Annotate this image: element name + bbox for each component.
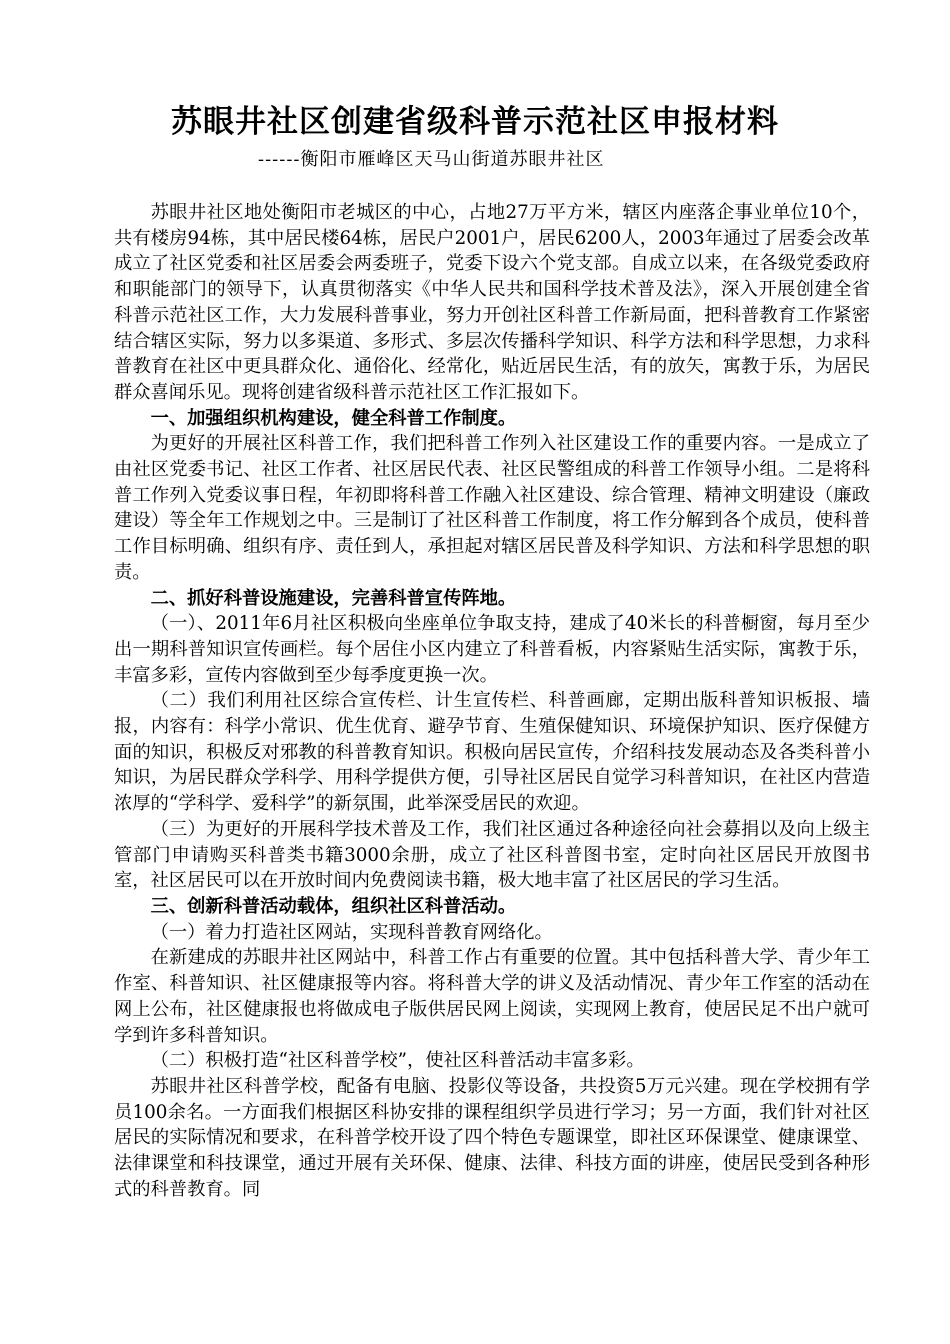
paragraph-section-2-item-3: （三）为更好的开展科学技术普及工作，我们社区通过各种途径向社会募捐以及向上级主管部门申请购买科普类书籍3000余册，成立了社区科普图书室，定时向社区居民开放图书室，社区居民可以在开放时间内免费阅读书籍，极大地丰富了社区居民的学习生活。 — [114, 818, 870, 892]
section-heading-3: 三、创新科普活动载体，组织社区科普活动。 — [150, 895, 517, 917]
document-subtitle: ------衡阳市雁峰区天马山街道苏眼井社区 — [258, 149, 605, 170]
paragraph-section-3-item-2-body: 苏眼井社区科普学校，配备有电脑、投影仪等设备，共投资5万元兴建。现在学校拥有学员100余名。一方面我们根据区科协安排的课程组织学员进行学习；另一方面，我们针对社区居民的实际情况和要求，在科普学校开设了四个特色专题课堂，即社区环保课堂、健康课堂、法律课堂和科技课堂，通过开展有关环保、健康、法律、科技方面的讲座，使居民受到各种形式的科普教育。同 — [114, 1075, 870, 1200]
paragraph-section-3-item-2-title: （二）积极打造“社区科普学校”，使社区科普活动丰富多彩。 — [150, 1050, 645, 1072]
document-title: 苏眼井社区创建省级科普示范社区申报材料 — [171, 104, 779, 140]
paragraph-section-3-item-1-title: （一）着力打造社区网站，实现科普教育网络化。 — [150, 921, 553, 943]
section-heading-2: 二、抓好科普设施建设，完善科普宣传阵地。 — [150, 587, 517, 609]
paragraph-section-3-item-1-body: 在新建成的苏眼井社区网站中，科普工作占有重要的位置。其中包括科普大学、青少年工作室、科普知识、社区健康报等内容。将科普大学的讲义及活动情况、青少年工作室的活动在网上公布，社区健康报也将做成电子版供居民网上阅读，实现网上教育，使居民足不出户就可学到许多科普知识。 — [114, 947, 870, 1046]
paragraph-intro: 苏眼井社区地处衡阳市老城区的中心，占地27万平方米，辖区内座落企事业单位10个，共有楼房94栋，其中居民楼64栋，居民户2001户，居民6200人，2003年通过了居委会改革成立了社区党委和社区居委会两委班子，党委下设六个党支部。自成立以来，在各级党委政府和职能部门的领导下，认真贯彻落实《中华人民共和国科学技术普及法》，深入开展创建全省科普示范社区工作，大力发展科普事业，努力开创社区科普工作新局面，把科普教育工作紧密结合辖区实际，努力以多渠道、多形式、多层次传播科学知识、科学方法和科学思想，力求科普教育在社区中更具群众化、通俗化、经常化，贴近居民生活，有的放矢，寓教于乐，为居民群众喜闻乐见。现将创建省级科普示范社区工作汇报如下。 — [114, 202, 870, 403]
paragraph-section-2-item-2: （二）我们利用社区综合宣传栏、计生宣传栏、科普画廊，定期出版科普知识板报、墙报，内容有：科学小常识、优生优育、避孕节育、生殖保健知识、环境保护知识、医疗保健方面的知识，积极反对邪教的科普教育知识。积极向居民宣传，介绍科技发展动态及各类科普小知识，为居民群众学科学、用科学提供方便，引导社区居民自觉学习科普知识，在社区内营造浓厚的“学科学、爱科学”的新氛围，此举深受居民的欢迎。 — [114, 690, 870, 815]
document-body — [114, 200, 870, 1202]
section-heading-1: 一、加强组织机构建设，健全科普工作制度。 — [150, 407, 517, 429]
paragraph-section-1: 为更好的开展社区科普工作，我们把科普工作列入社区建设工作的重要内容。一是成立了由社区党委书记、社区工作者、社区居民代表、社区民警组成的科普工作领导小组。二是将科普工作列入党委议事日程，年初即将科普工作融入社区建设、综合管理、精神文明建设（廉政建设）等全年工作规划之中。三是制订了社区科普工作制度，将工作分解到各个成员，使科普工作目标明确、组织有序、责任到人，承担起对辖区居民普及科学知识、方法和科学思想的职责。 — [114, 433, 870, 583]
paragraph-section-2-item-1: （一）、2011年6月社区积极向坐座单位争取支持，建成了40米长的科普橱窗，每月至少出一期科普知识宣传画栏。每个居住小区内建立了科普看板，内容紧贴生活实际，寓教于乐，丰富多彩，宣传内容做到至少每季度更换一次。 — [114, 613, 870, 686]
